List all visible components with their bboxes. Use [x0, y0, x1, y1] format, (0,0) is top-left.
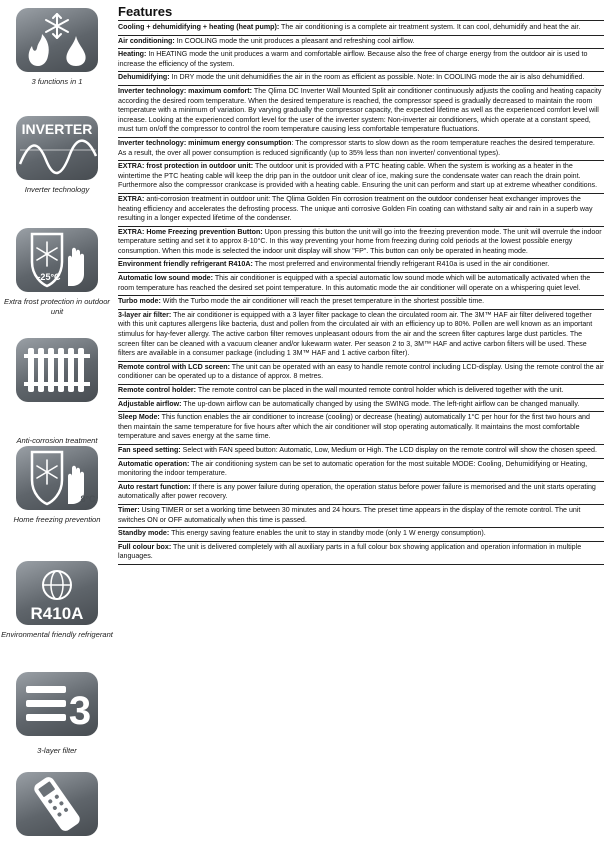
feature-label: Standby mode: [118, 529, 170, 538]
icon-column [0, 0, 114, 846]
feature-entry [118, 399, 604, 413]
feature-entry [118, 194, 604, 227]
feature-label: Air conditioning: [118, 36, 175, 45]
remote-control-icon [16, 772, 98, 836]
feature-text: In COOLING mode the unit produces a pleasant and refreshing cool airflow. [174, 36, 415, 45]
feature-entry [118, 138, 604, 161]
feature-text: This function enables the air conditioner to increase (cooling) or decrease (heating) automatically 1°C per hour for the first two hours and then maintain the same temperature for five hours after which the air conditioner will stop operating automatically. It maintains the most comfortable temperature and saves energy at the same time. [118, 413, 590, 441]
feature-entry [118, 72, 604, 86]
feature-label: Inverter technology: maximum comfort: [118, 86, 253, 95]
feature-label: Automatic low sound mode: [118, 274, 213, 283]
icon-block-home-freezing [0, 446, 114, 525]
feature-label: EXTRA: [118, 194, 145, 203]
frost-icon-label: -25°C [37, 272, 61, 282]
feature-label: Adjustable airflow: [118, 399, 182, 408]
feature-entry [118, 505, 604, 528]
feature-label: EXTRA: frost protection in outdoor unit: [118, 162, 254, 171]
icon-caption: Extra frost protection in outdoor unit [4, 297, 110, 316]
feature-text: This energy saving feature enables the unit to stay in standby mode (only 1 W energy consumption). [169, 529, 486, 538]
feature-label: Automatic operation: [118, 459, 190, 468]
feature-text: Select with FAN speed button: Automatic, Low, Medium or High. The LCD display on the remote control will show the chosen speed. [180, 445, 597, 454]
icon-caption: Inverter technology [24, 185, 90, 194]
feature-entry [118, 86, 604, 138]
feature-entry [118, 482, 604, 505]
icon-block-r410a [0, 561, 114, 640]
feature-label: Full colour box: [118, 542, 172, 551]
feature-label: Environment friendly refrigerant R410A: [118, 260, 253, 269]
feature-entry [118, 310, 604, 362]
feature-text: In DRY mode the unit dehumidifies the air in the room as efficient as possible. Note: In COOLING mode the air is also dehumidified. [169, 73, 585, 82]
icon-caption: Anti-corrosion treatment [16, 436, 98, 445]
feature-text: The Qlima DC Inverter Wall Mounted Split air conditioner continuously adjusts the cooling and heating capacity according the desired room temperature. When the desired temperature is reached, the compressor speed is gradually decreased to maintain the room temperature with a minimum of variation. By varying gradually the compressor capacity, the expected lifetime as well as the experienced comfort level will increase. Looking at the experienced comfort level for the user of the inverter system: Non-inverter air conditioners, which operate at a constant speed, must turn on/off the compressor to control the room temperature causing less comfortable temperature fluctuations. [118, 86, 602, 134]
feature-label: Turbo mode: [118, 297, 161, 306]
feature-text: The air conditioner is equipped with a 3 layer filter package to clean the circulated room air. The 3M™ HAF air filter delivered together with this unit captures allergens like bacteria, dust and pollen from the circulated air with an efficiency up to 80%. Pollen are well known as an important stimulus for hay-fever allergy. The active carbon filter removes unpleasant odours from the air and the screen filter captures large dust particles. The screen filter can be cleaned with a vacuum cleaner and/or lukewarm water. Per season 2 to 3, 3M™ HAF and active carbon filters will be used. These filters are available in a consumer package (including 1 3M™ HAF and 1 active carbon filter). [118, 310, 593, 358]
feature-text: The remote control can be placed in the wall mounted remote control holder which is delivered together with the unit. [196, 386, 564, 394]
filter-icon-label: 3 [68, 689, 92, 733]
icon-block-inverter [0, 116, 114, 195]
feature-text: This air conditioner is equipped with a special automatic low sound mode which will be automatically activated when the room temperature has reached the desired set point temperature. In this automatic mode the air conditioner will operate on a whispering quiet level. [118, 274, 591, 292]
feature-label: Cooling + dehumidifying + heating (heat pump): [118, 23, 280, 31]
feature-entry [118, 412, 604, 445]
feature-text: Upon pressing this button the unit will go into the freezing prevention mode. The unit will overrule the indoor temperature setting and set it to approx 8-10°C. In this way preventing your home from freezing during cold periods at the lowest possible energy consumption. When this mode is selected the indoor unit display will show "FP". This button can only be operated in heating mode. [118, 227, 602, 255]
feature-text: The air conditioning system can be set to automatic operation for the most suitable MODE: Cooling, Dehumidifying or Heating, monitoring the indoor temperature. [118, 459, 588, 478]
page-title: Features [118, 5, 604, 21]
filter-layers-icon [16, 672, 98, 736]
icon-block-extra-frost [0, 228, 114, 317]
feature-label: Heating: [118, 50, 147, 59]
feature-label: EXTRA: Home Freezing prevention Button: [118, 227, 263, 236]
frost-shield-icon [16, 228, 98, 292]
icon-block-remote-control [0, 772, 114, 836]
feature-label: Remote control holder: [118, 386, 197, 394]
feature-text: The most preferred and environmental friendly refrigerant R410a is used in the air conditioner. [252, 260, 550, 269]
icon-caption: 3-layer filter [37, 746, 77, 755]
icon-block-anti-corrosion [0, 338, 114, 446]
icon-block-three-layer-filter [0, 672, 114, 756]
feature-text: The unit is delivered completely with all auxiliary parts in a full colour box showing application and operation information in multiple languages. [118, 542, 582, 561]
feature-text: : The compressor starts to slow down as the room temperature reaches the desired temperature. As a result, the over all power consumption is reduced significantly (up to 35% less than non inverter/ conventional types). [118, 138, 595, 157]
feature-list [118, 22, 604, 565]
feature-label: Fan speed setting: [118, 445, 181, 454]
icon-caption: 3 functions in 1 [31, 77, 83, 86]
feature-entry [118, 259, 604, 273]
feature-entry [118, 273, 604, 296]
freeze-icon-label: 8°C [80, 494, 96, 504]
feature-entry [118, 22, 604, 36]
feature-entry [118, 445, 604, 459]
feature-entry [118, 296, 604, 310]
feature-entry [118, 227, 604, 260]
feature-label: Sleep Mode: [118, 413, 160, 422]
feature-label: Inverter technology: minimum energy consumption [118, 138, 292, 147]
icon-caption: Home freezing prevention [13, 515, 101, 524]
radiator-fin-icon [16, 338, 98, 402]
icon-caption: Environmental friendly refrigerant [1, 630, 113, 639]
inverter-icon-label: INVERTER [21, 121, 93, 137]
feature-text: With the Turbo mode the air conditioner will reach the preset temperature in the shortest possible time. [160, 297, 485, 306]
feature-label: 3-layer air filter: [118, 310, 172, 319]
feature-text: The air conditioning is a complete air treatment system. It can cool, dehumidify and heat the air. [279, 23, 581, 31]
feature-label: Remote control with LCD screen: [118, 362, 230, 371]
feature-text: anti-corrosion treatment in outdoor unit: The Qlima Golden Fin corrosion treatment on the outdoor condenser heat exchanger improves the heating efficiency and accelerates the defrosting process. The unique anti corrosive Golden Fin coating can withstand salty air and rain in a superb way resulting in a longer expected lifetime of the condenser. [118, 194, 593, 223]
feature-label: Timer: [118, 505, 140, 514]
feature-entry [118, 36, 604, 50]
feature-text: Using TIMER or set a working time between 30 minutes and 24 hours. The preset time appears in the display of the remote control. The unit switches ON or OFF automatically when this time is passed. [118, 505, 581, 524]
feature-entry [118, 542, 604, 565]
feature-label: Dehumidifying: [118, 73, 170, 82]
features-panel [118, 5, 604, 565]
feature-entry [118, 362, 604, 385]
r410a-icon-label: R410A [30, 604, 84, 623]
icon-block-three-functions [0, 8, 114, 87]
feature-text: If there is any power failure during operation, the operation status before power failure is memorised and the unit starts operating automatically after power recovery. [118, 482, 596, 501]
feature-entry [118, 385, 604, 399]
inverter-icon [16, 116, 98, 180]
feature-text: The up-down airflow can be automatically changed by using the SWING mode. The left-right airflow can be changed manually. [181, 399, 580, 408]
feature-entry [118, 528, 604, 542]
feature-text: The unit can be operated with an easy to handle remote control including LCD-display. Using the remote control the air conditioner can be operated up to a distance of approx. 8 metres. [118, 362, 604, 381]
feature-text: In HEATING mode the unit produces a warm and comfortable airflow. Because also the free of charge energy from the outdoor air is used to increase the efficiency of the system. [118, 50, 588, 68]
feature-text: The outdoor unit is provided with a PTC heating cable. When the system is working as a heater in the wintertime the PTC heating cable will keep the drip pan in the outdoor unit clear of ice, making sure the condensate water can reach the drain point. Furthermore also the compressor crankcase is provided with a heating cable. Ensuring the unit can perform and start up at extreme wheather conditions. [118, 162, 598, 190]
three-functions-icon [16, 8, 98, 72]
feature-label: Auto restart function: [118, 482, 191, 491]
home-freezing-icon [16, 446, 98, 510]
feature-entry [118, 49, 604, 72]
globe-refrigerant-icon [16, 561, 98, 625]
feature-entry [118, 459, 604, 482]
feature-entry [118, 161, 604, 194]
